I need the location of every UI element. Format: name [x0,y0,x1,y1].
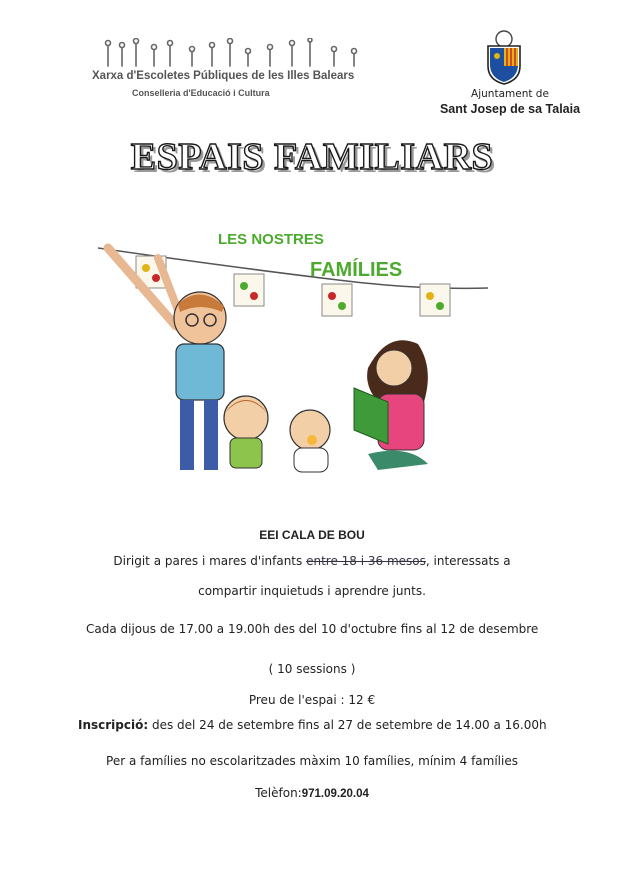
phone-number[interactable]: 971.09.20.04 [301,788,369,800]
audience-text: Dirigit a pares i mares d'infants [113,554,307,568]
illustration-heading-1: LES NOSTRES [218,231,324,248]
school-name: EEI CALA DE BOU [259,528,365,542]
mother-figure [354,340,428,470]
audience-suffix: , interessats a [425,554,511,568]
xarxa-escoletes-logo [88,38,378,108]
xarxa-name: Xarxa d'Escoletes Públiques de les Illes Balears [92,70,355,82]
sessions-count: ( 10 sessions ) [268,662,356,676]
father-figure [108,248,226,470]
age-range: entre 18 i 36 mesos [306,554,426,568]
schedule-line: Cada dijous de 17.00 a 19.00h des del 10 d'octubre fins al 12 de desembre [86,622,539,636]
ajuntament-logo [420,28,600,120]
xarxa-subtitle: Conselleria d'Educació i Cultura [132,88,270,98]
price-line: Preu de l'espai : 12 € [248,693,376,707]
registration-line [78,718,547,732]
phone-line [0,786,624,800]
registration-label: Inscripció: [78,718,149,732]
illustration-heading-2: FAMÍLIES [310,259,403,281]
families-line: Per a famílies no escolaritzades màxim 10 famílies, mínim 4 famílies [106,754,518,768]
phone-label: Telèfon: [255,786,302,800]
children-figures-icon [88,38,378,68]
municipality-name: Sant Josep de sa Talaia [439,102,581,116]
family-illustration [88,218,538,480]
baby-figure [290,410,330,472]
page-title: ESPAIS FAMILIARS [130,136,494,178]
toddler-figure [224,396,268,468]
coat-of-arms-icon [474,28,534,86]
ajuntament-label: Ajuntament de [471,88,549,100]
target-audience-line [0,554,624,568]
registration-dates: des del 24 de setembre fins al 27 de setembre de 14.00 a 16.00h [148,718,547,732]
purpose-line: compartir inquietuds i aprendre junts. [198,584,426,598]
